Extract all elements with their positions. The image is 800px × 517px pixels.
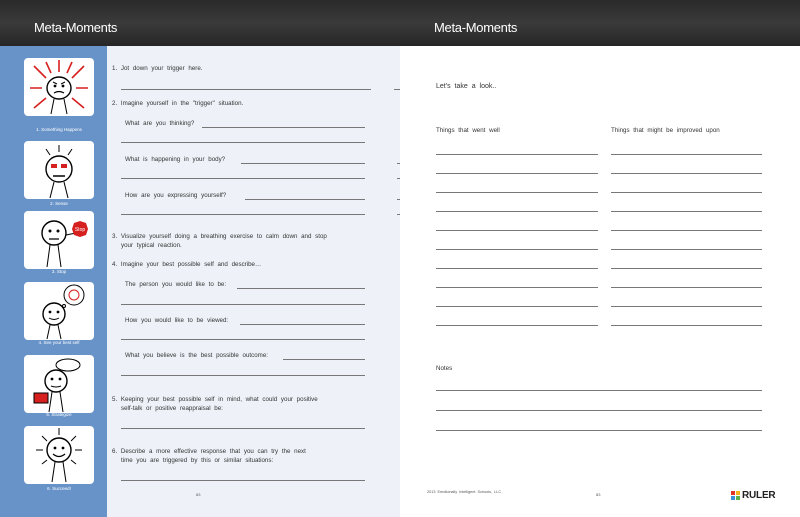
question-5: 5. Keeping your best possible self in mind, what could your positive — [112, 396, 318, 403]
left-page-title: Meta-Moments — [34, 20, 118, 35]
question-2: 2. Imagine yourself in the "trigger" situation. — [112, 100, 244, 107]
answer-line[interactable] — [121, 178, 365, 179]
left-page-header — [0, 0, 400, 46]
notes-line[interactable] — [436, 410, 762, 411]
improve-heading: Things that might be improved upon — [611, 127, 720, 134]
question-3: 3. Visualize yourself doing a breathing exercise to calm down and stop — [112, 233, 327, 240]
answer-line[interactable] — [121, 304, 365, 305]
face-with-thought-bubble-icon — [24, 282, 94, 340]
step-6-illustration — [24, 426, 94, 484]
intro-text: Let's take a look.. — [436, 83, 497, 90]
answer-line[interactable] — [121, 375, 365, 376]
improve-line[interactable] — [611, 249, 762, 250]
went-well-line[interactable] — [436, 268, 598, 269]
question-1: 1. Jot down your trigger here. — [112, 65, 203, 72]
improve-line[interactable] — [611, 325, 762, 326]
went-well-line[interactable] — [436, 192, 598, 193]
answer-line[interactable] — [121, 480, 365, 481]
prompt-outcome: What you believe is the best possible outcome: — [125, 352, 268, 359]
steps-sidebar — [0, 46, 107, 517]
step-4-label: 4. See your best self — [38, 340, 80, 345]
answer-line[interactable] — [121, 339, 365, 340]
improve-line[interactable] — [611, 268, 762, 269]
question-6: 6. Describe a more effective response that you can try the next — [112, 448, 306, 455]
step-5-label: 5. Strategize — [46, 412, 72, 417]
went-well-line[interactable] — [436, 287, 598, 288]
answer-line[interactable] — [237, 288, 365, 289]
improve-line[interactable] — [611, 192, 762, 193]
step-4-illustration — [24, 282, 94, 340]
answer-line[interactable] — [121, 142, 365, 143]
ruler-logo-icon — [731, 491, 740, 500]
went-well-line[interactable] — [436, 173, 598, 174]
question-4: 4. Imagine your best possible self and describe… — [112, 261, 262, 268]
improve-line[interactable] — [611, 211, 762, 212]
answer-line[interactable] — [245, 199, 365, 200]
step-3-illustration — [24, 211, 94, 269]
copyright-text: 2013 Emotionally Intelligent Schools, LLC — [427, 490, 502, 494]
step-5-illustration — [24, 355, 94, 413]
improve-line[interactable] — [611, 306, 762, 307]
prompt-expressing: How are you expressing yourself? — [125, 192, 227, 199]
step-3-label: 3. Stop — [51, 269, 67, 274]
face-with-stop-sign-icon — [24, 211, 94, 269]
tense-face-icon — [24, 141, 94, 199]
face-with-toolbox-icon — [24, 355, 94, 413]
ruler-logo — [731, 489, 775, 501]
prompt-body: What is happening in your body? — [125, 156, 226, 163]
right-page-header — [400, 0, 800, 46]
improve-line[interactable] — [611, 154, 762, 155]
answer-line[interactable] — [240, 324, 365, 325]
step-6-label: 6. Succeed! — [47, 486, 71, 491]
went-well-line[interactable] — [436, 306, 598, 307]
went-well-line[interactable] — [436, 211, 598, 212]
step-1-label: 1. Something Happens — [36, 127, 82, 132]
ruler-logo-text: RULER — [742, 489, 776, 501]
went-well-line[interactable] — [436, 249, 598, 250]
step-2-illustration — [24, 141, 94, 199]
went-well-line[interactable] — [436, 230, 598, 231]
question-3-cont: your typical reaction. — [121, 242, 182, 249]
answer-line[interactable] — [202, 127, 365, 128]
went-well-heading: Things that went well — [436, 127, 500, 134]
answer-line[interactable] — [241, 163, 365, 164]
svg-text:Stop: Stop — [74, 227, 86, 233]
right-reflection-page — [400, 0, 800, 517]
answer-line[interactable] — [121, 89, 371, 90]
step-2-label: 2. Sense — [50, 201, 68, 206]
notes-line[interactable] — [436, 390, 762, 391]
went-well-line[interactable] — [436, 325, 598, 326]
improve-line[interactable] — [611, 230, 762, 231]
went-well-line[interactable] — [436, 154, 598, 155]
angry-face-with-arrows-icon — [24, 58, 94, 116]
step-1-illustration — [24, 58, 94, 116]
right-page-number: 83 — [596, 492, 601, 497]
worksheet-questions — [107, 46, 400, 517]
answer-line[interactable] — [121, 428, 365, 429]
prompt-thinking: What are you thinking? — [125, 120, 195, 127]
notes-line[interactable] — [436, 430, 762, 431]
left-page-number: 83 — [196, 492, 201, 497]
prompt-viewed: How you would like to be viewed: — [125, 317, 229, 324]
improve-line[interactable] — [611, 287, 762, 288]
question-5-cont: self-talk or positive reappraisal be: — [121, 405, 223, 412]
answer-line[interactable] — [121, 214, 365, 215]
answer-line[interactable] — [283, 359, 365, 360]
prompt-person: The person you would like to be: — [125, 281, 227, 288]
improve-line[interactable] — [611, 173, 762, 174]
notes-label: Notes — [436, 365, 453, 372]
right-page-title: Meta-Moments — [434, 20, 518, 35]
question-6-cont: time you are triggered by this or similar situations: — [121, 457, 274, 464]
glowing-face-icon — [24, 426, 94, 484]
